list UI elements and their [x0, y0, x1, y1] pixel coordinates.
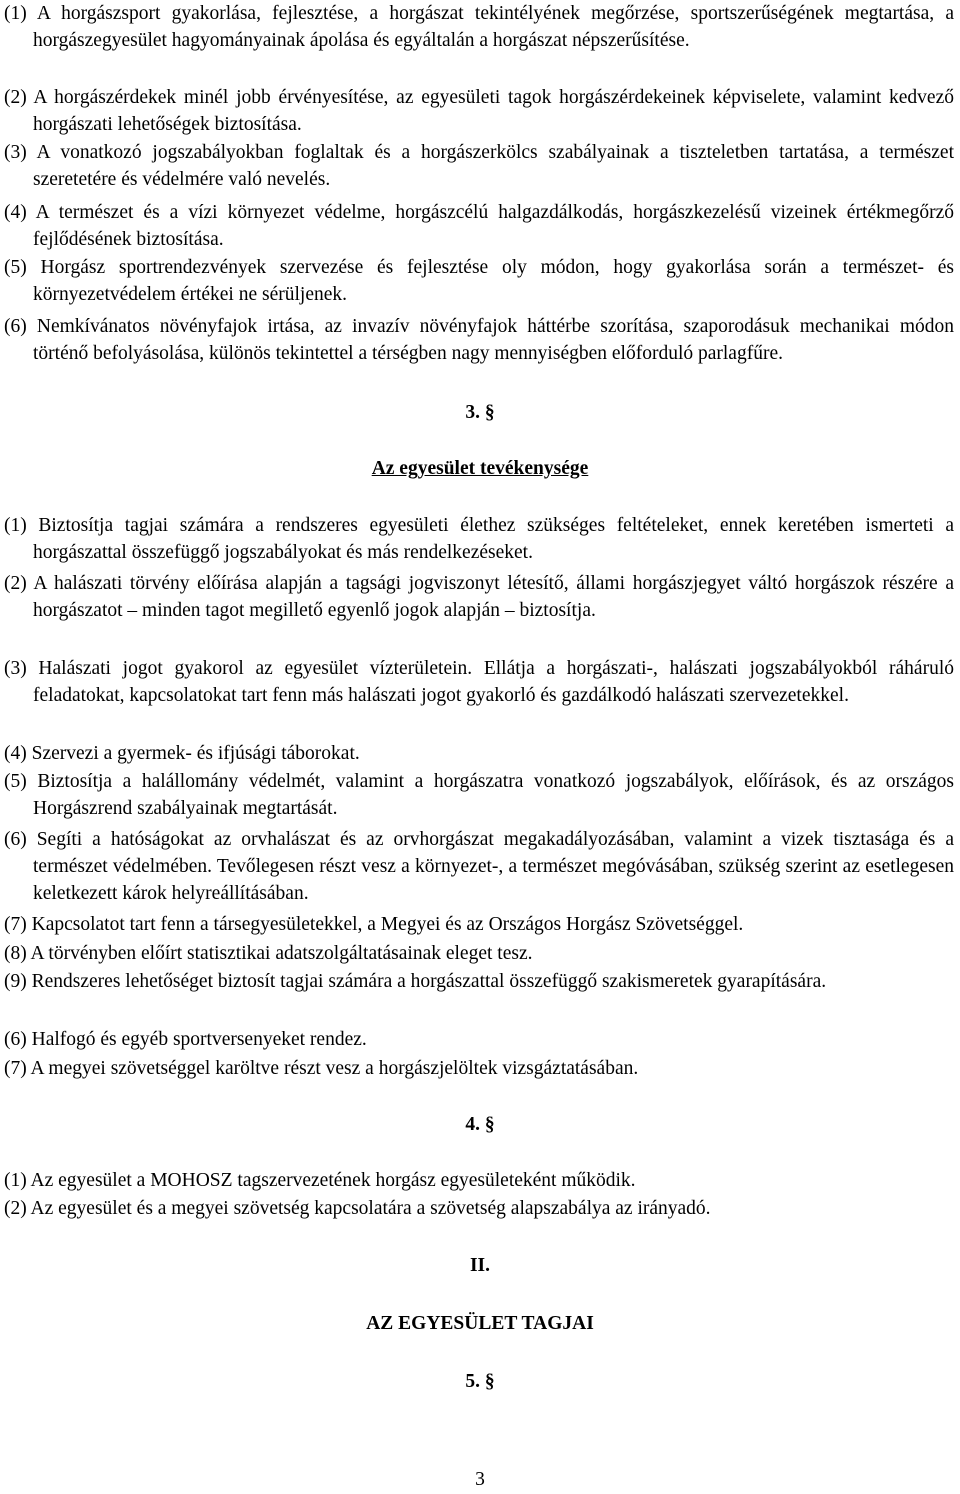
section3-title-wrap — [0, 455, 960, 482]
section3-item-6: (6) Segíti a hatóságokat az orvhalászat és az orvhorgászat megakadályozásában, valamint a vizek tisztasága és a természet védelmében. Tevőlegesen részt vesz a környezet-, a természet megóvásában, szükség szerint az esetlegesen keletkezett károk helyreállításában. — [4, 829, 954, 904]
section4-item-2: (2) Az egyesület és a megyei szövetség kapcsolatára a szövetség alapszabálya az irányadó. — [4, 1198, 711, 1219]
section2-item-2: (2) A horgászérdekek minél jobb érvényesítése, az egyesületi tagok horgászérdekeinek képviselete, valamint kedvező horgászati lehetőségek biztosítása. — [4, 87, 954, 135]
section3-item-9: (9) Rendszeres lehetőséget biztosít tagjai számára a horgászattal összefüggő szakismeretek gyarapítására. — [4, 971, 827, 992]
section2-item-3: (3) A vonatkozó jogszabályokban foglaltak és a horgászerkölcs szabályainak a tiszteletben tartatása, a természet szeretetére és védelmére való nevelés. — [4, 142, 954, 190]
section3-item-2: (2) A halászati törvény előírása alapján a tagsági jogviszonyt létesítő, állami horgászjegyet váltó horgászok részére a horgászatot – minden tagot megillető egyenlő jogok alapján – biztosítja. — [4, 573, 954, 621]
section5-number: 5. § — [465, 1371, 495, 1392]
section3-item-8: (8) A törvényben előírt statisztikai adatszolgáltatásainak eleget tesz. — [4, 943, 533, 964]
chapter-title: AZ EGYESÜLET TAGJAI — [366, 1313, 594, 1334]
section3-item-3: (3) Halászati jogot gyakorol az egyesület vízterületein. Ellátja a horgászati-, halászati jogszabályokból ráháruló feladatokat, kapcsolatokat tart fenn más halászati jogot gyakorló és gazdálkodó halászati szervezetekkel. — [4, 658, 954, 706]
section2-item-6: (6) Nemkívánatos növényfajok irtása, az invazív növényfajok háttérbe szorítása, szaporodásuk mechanikai módon történő befolyásolása, különös tekintettel a térségben nagy mennyiségben előforduló parlagfűre. — [4, 316, 954, 364]
section2-item-1: (1) A horgászsport gyakorlása, fejlesztése, a horgászat tekintélyének megőrzése, sportszerűségének megtartása, a horgászegyesület hagyományainak ápolása és egyáltalán a horgászat népszerűsítése. — [4, 3, 954, 51]
section2-item-4: (4) A természet és a vízi környezet védelme, horgászcélú halgazdálkodás, horgászkezelésű vizeinek értékmegőrző fejlődésének biztosítása. — [4, 202, 954, 250]
section4-number: 4. § — [465, 1114, 495, 1135]
section3-item-7: (7) Kapcsolatot tart fenn a társegyesületekkel, a Megyei és az Országos Horgász Szövetséggel. — [4, 914, 744, 935]
page-number: 3 — [475, 1469, 485, 1490]
section3-item-5: (5) Biztosítja a halállomány védelmét, valamint a horgászatra vonatkozó jogszabályok, előírások, és az országos Horgászrend szabályainak megtartását. — [4, 771, 954, 819]
section3-title: Az egyesület tevékenysége — [371, 458, 589, 479]
section2-item-5: (5) Horgász sportrendezvények szervezése és fejlesztése oly módon, hogy gyakorlása során a természet- és környezetvédelem értékei ne sérüljenek. — [4, 257, 954, 305]
section4-item-1: (1) Az egyesület a MOHOSZ tagszervezetének horgász egyesületeként működik. — [4, 1170, 636, 1191]
section3-item-11: (7) A megyei szövetséggel karöltve részt vesz a horgászjelöltek vizsgáztatásában. — [4, 1058, 639, 1079]
section3-item-1: (1) Biztosítja tagjai számára a rendszeres egyesületi élethez szükséges feltételeket, ennek keretében ismerteti a horgászattal összefüggő jogszabályokat és más rendelkezéseket. — [4, 515, 954, 563]
chapter-number: II. — [469, 1255, 491, 1276]
section3-item-10: (6) Halfogó és egyéb sportversenyeket rendez. — [4, 1029, 367, 1050]
section3-number: 3. § — [465, 402, 495, 423]
section3-item-4: (4) Szervezi a gyermek- és ifjúsági táborokat. — [4, 743, 360, 764]
